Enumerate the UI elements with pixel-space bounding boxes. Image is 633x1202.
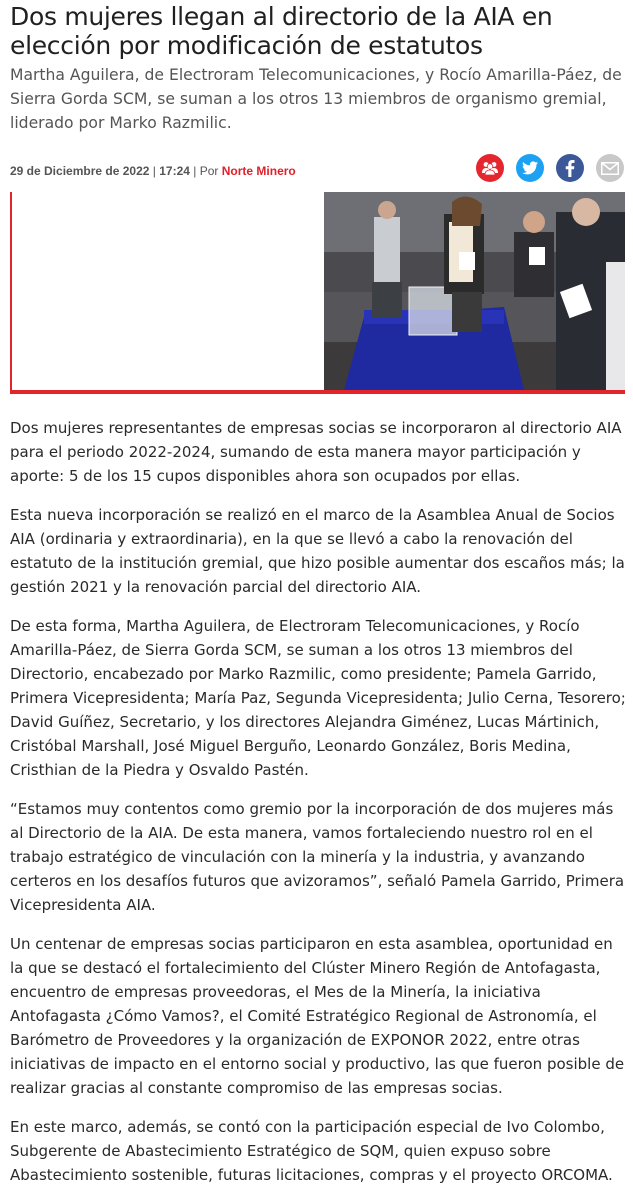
article: [10, 0, 626, 1184]
article-body: [10, 416, 626, 1202]
article-paragraph: De esta forma, Martha Aguilera, de Electroram Telecomunicaciones, y Rocío Amarilla-Páez, de Sierra Gorda SCM, se suman a los otros 13 miembros del Directorio, encabezado por Marko Razmilic, como presidente; Pamela Garrido, Primera Vicepresidenta; María Paz, Segunda Vicepresidenta; Julio Cerna, Tesorero; David Guíñez, Secretario, y los directores Alejandra Giménez, Lucas Mártinich, Cristóbal Marshall, José Miguel Berguño, Leonardo González, Boris Medina, Cristhian de la Piedra y Osvaldo Pastén.: [10, 617, 626, 779]
article-time: 17:24: [159, 164, 190, 178]
author-link[interactable]: Norte Minero: [221, 164, 296, 178]
mail-icon: [601, 162, 619, 175]
article-meta: 29 de Diciembre de 2022 | 17:24 | Por Norte Minero: [10, 164, 296, 178]
article-paragraph: En este marco, además, se contó con la participación especial de Ivo Colombo, Subgerente de Abastecimiento Estratégico de SQM, quien expuso sobre Abastecimiento sostenible, futuras licitaciones, compras y el proyecto ORCOMA.: [10, 1118, 613, 1184]
group-icon: [481, 161, 499, 175]
share-facebook-button[interactable]: [556, 154, 584, 182]
article-media: [10, 192, 625, 394]
facebook-icon: [565, 160, 575, 177]
article-lead: Martha Aguilera, de Electroram Telecomunicaciones, y Rocío Amarilla-Páez, de Sierra Gorda SCM, se suman a los otros 13 miembros de organismo gremial, liderado por Marko Razmilic.: [10, 66, 622, 132]
article-paragraph: “Estamos muy contentos como gremio por la incorporación de dos mujeres más al Directorio de la AIA. De esta manera, vamos fortaleciendo nuestro rol en el trabajo estratégico de vinculación con la minería y la industria, y avanzando certeros en los desafíos futuros que avizoramos”, señaló Pamela Garrido, Primera Vicepresidenta AIA.: [10, 800, 625, 914]
article-paragraph: Un centenar de empresas socias participaron en esta asamblea, oportunidad en la que se destacó el fortalecimiento del Clúster Minero Región de Antofagasta, encuentro de empresas proveedoras, el Mes de la Minería, la iniciativa Antofagasta ¿Cómo Vamos?, el Comité Estratégico Regional de Astronomía, el Barómetro de Proveedores y la organización de EXPONOR 2022, entre otras iniciativas de impacto en el entorno social y productivo, las que fueron posible de realizar gracias al constante compromiso de las empresas socias.: [10, 935, 625, 1097]
byline-label: Por: [199, 164, 219, 178]
share-mail-button[interactable]: [596, 154, 624, 182]
article-paragraph: Esta nueva incorporación se realizó en el marco de la Asamblea Anual de Socios AIA (ordinaria y extraordinaria), en la que se llevó a cabo la renovación del estatuto de la institución gremial, que hizo posible aumentar dos escaños más; la gestión 2021 y la renovación parcial del directorio AIA.: [10, 506, 625, 596]
article-date: 29 de Diciembre de 2022: [10, 164, 150, 178]
twitter-icon: [522, 161, 538, 175]
share-twitter-button[interactable]: [516, 154, 544, 182]
article-meta-row: [10, 154, 625, 188]
article-title: Dos mujeres llegan al directorio de la AIA en elección por modificación de estatutos: [10, 2, 553, 60]
share-group-button[interactable]: [476, 154, 504, 182]
article-photo: [324, 192, 625, 390]
article-paragraph: Dos mujeres representantes de empresas socias se incorporaron al directorio AIA para el periodo 2022-2024, sumando de esta manera mayor participación y aporte: 5 de los 15 cupos disponibles ahora son ocupados por ellas.: [10, 419, 622, 485]
